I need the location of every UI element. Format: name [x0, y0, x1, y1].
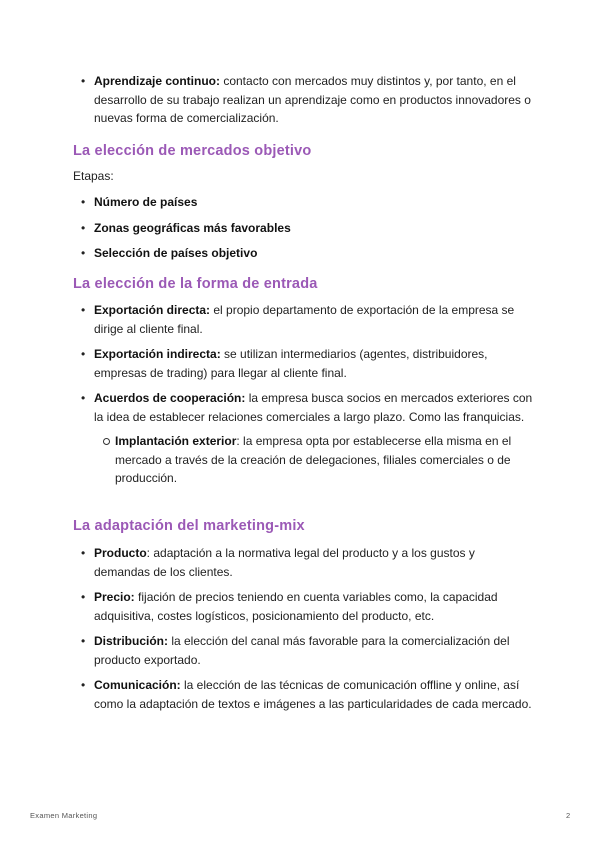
list-item [73, 588, 533, 625]
item-term: Acuerdos de cooperación: [94, 391, 246, 405]
list-item [73, 193, 533, 212]
list-item [73, 244, 533, 263]
section-heading: La elección de mercados objetivo [73, 143, 312, 159]
sub-list-item [94, 432, 533, 488]
section-target-markets [73, 143, 533, 270]
item-text: fijación de precios teniendo en cuenta variables como, la capacidad adquisitiva, costes logísticos, posicionamiento del producto, etc. [94, 590, 498, 623]
list-item [73, 544, 533, 581]
item-text: : la empresa opta por establecerse ella misma en el mercado a través de la creación de delegaciones, filiales comerciales o de producción. [115, 434, 512, 485]
bullet-icon: • [81, 195, 86, 209]
item-term: Zonas geográficas más favorables [94, 220, 291, 235]
bullet-icon: • [81, 347, 86, 361]
bullet-icon: • [81, 590, 86, 604]
section-heading: La adaptación del marketing-mix [73, 518, 305, 534]
circle-bullet-icon [103, 438, 110, 445]
item-term: Implantación exterior [115, 434, 237, 448]
section-marketing-mix [73, 518, 533, 720]
item-term: Producto [94, 546, 147, 560]
list-item [73, 676, 533, 713]
intro-list [73, 72, 533, 128]
bullet-icon: • [81, 634, 86, 648]
section-heading: La elección de la forma de entrada [73, 276, 318, 292]
item-text: el propio departamento de exportación de la empresa se dirige al cliente final. [94, 303, 515, 336]
section-lead: Etapas: [73, 169, 114, 183]
list-item [73, 301, 533, 338]
section-entry-mode [73, 276, 533, 495]
item-term: Exportación directa: [94, 303, 211, 317]
item-text: se utilizan intermediarios (agentes, distribuidores, empresas de trading) para llegar al cliente final. [94, 347, 488, 380]
sub-list [94, 432, 533, 488]
list-item [73, 345, 533, 382]
item-term: Comunicación: [94, 678, 181, 692]
bullet-icon: • [81, 74, 86, 88]
item-text: la elección del canal más favorable para la comercialización del producto exportado. [94, 634, 510, 667]
bullet-icon: • [81, 303, 86, 317]
intro-block [73, 72, 533, 135]
bullet-icon: • [81, 391, 86, 405]
bullet-icon: • [81, 678, 86, 692]
item-text: la empresa busca socios en mercados exteriores con la idea de establecer relaciones comerciales a largo plazo. Como las franquicias. [94, 391, 533, 424]
bullet-icon: • [81, 220, 86, 235]
list-item [73, 389, 533, 488]
item-term: Selección de países objetivo [94, 246, 258, 260]
item-text: : adaptación a la normativa legal del producto y a los gustos y demandas de los clientes. [94, 546, 475, 579]
item-text: la elección de las técnicas de comunicación offline y online, así como la adaptación de textos e imágenes a las particularidades de cada mercado. [94, 678, 532, 711]
bullet-icon: • [81, 246, 86, 260]
list-item [73, 72, 533, 128]
item-term: Distribución: [94, 634, 168, 648]
item-term: Precio: [94, 590, 135, 604]
footer-title: Examen Marketing [30, 811, 98, 820]
item-term: Exportación indirecta: [94, 347, 221, 361]
bullet-icon: • [81, 546, 86, 560]
page-number: 2 [566, 811, 571, 820]
list-item [73, 632, 533, 669]
stages-list [73, 193, 533, 263]
mix-list [73, 544, 533, 713]
item-term: Número de países [94, 195, 198, 209]
item-text: contacto con mercados muy distintos y, por tanto, en el desarrollo de su trabajo realizan un aprendizaje como en productos innovadores o nuevas forma de comercialización. [94, 74, 531, 125]
list-item [73, 219, 533, 238]
item-term: Aprendizaje continuo: [94, 74, 220, 88]
entry-list [73, 301, 533, 488]
